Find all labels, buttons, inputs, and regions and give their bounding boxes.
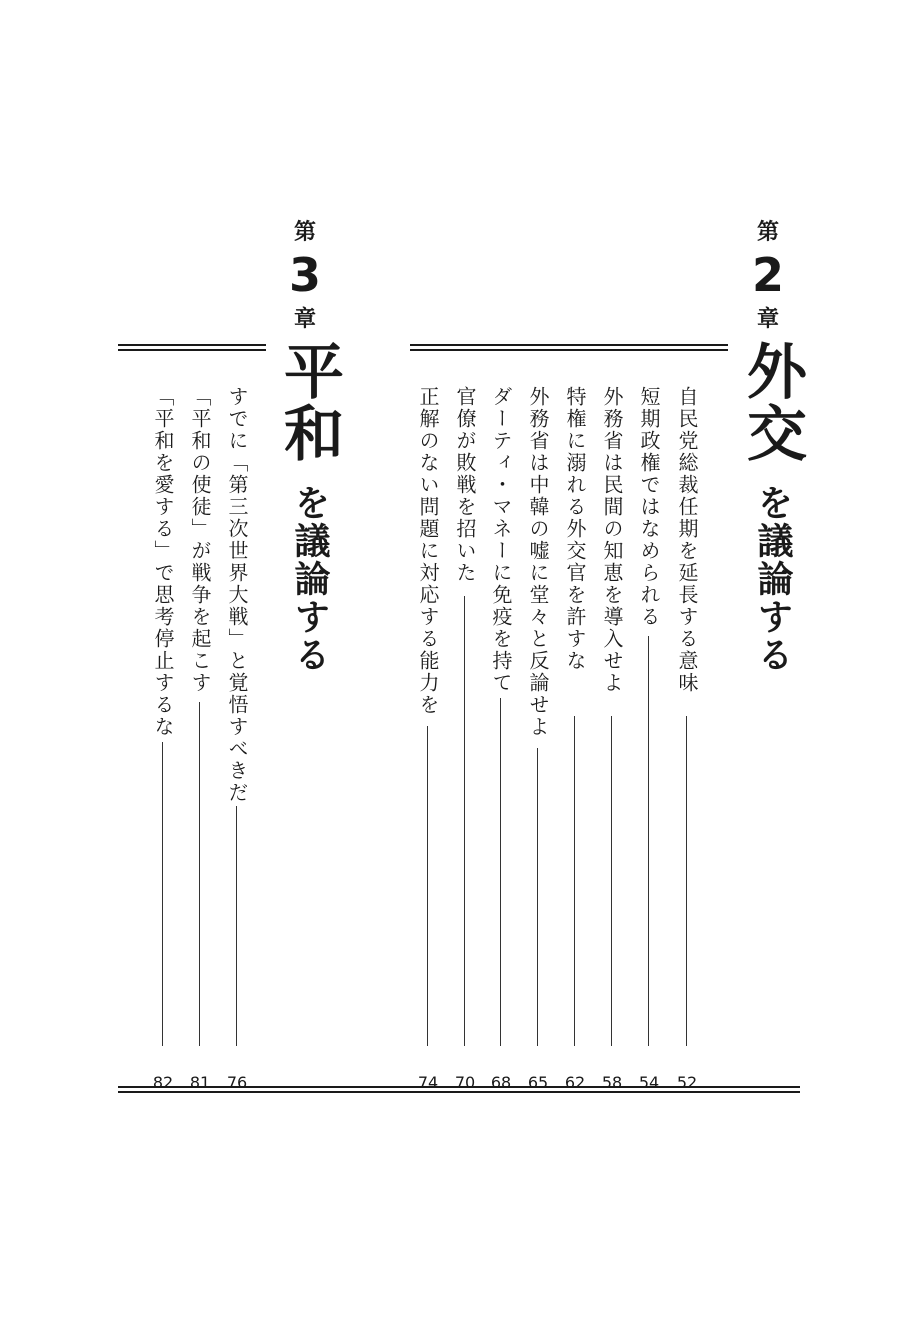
chapter3-dai: 第: [293, 220, 316, 245]
dot-leader: [427, 726, 428, 1046]
entry-title: 特権に溺れる外交官を許すな: [563, 386, 587, 672]
entry-title: 「平和を愛する」で思考停止するな: [151, 386, 175, 738]
chapter2-entry[interactable]: [560, 386, 590, 1092]
entry-page-number: 68: [490, 1073, 512, 1092]
chapter2-label: [728, 215, 808, 333]
chapter3-title-main: 平和: [274, 340, 344, 464]
entry-page-number: 54: [638, 1073, 660, 1092]
entry-page-number: 58: [601, 1073, 623, 1092]
chapter3-sho: 章: [293, 307, 316, 332]
entry-title: 外務省は中韓の嘘に堂々と反論せよ: [526, 386, 550, 738]
chapter3-title-rest: を議論する: [289, 484, 330, 674]
entry-title: すでに「第三次世界大戦」と覚悟すべきだ: [225, 386, 249, 804]
entry-title: ダーティ・マネーに免疫を持て: [489, 386, 513, 694]
dot-leader: [199, 702, 200, 1046]
entry-page-number: 62: [564, 1073, 586, 1092]
chapter2-number: 2: [751, 248, 784, 302]
dot-leader: [648, 636, 649, 1046]
entry-page-number: 70: [454, 1073, 476, 1092]
chapter2-top-rule: [410, 344, 728, 351]
dot-leader: [574, 716, 575, 1046]
entry-page-number: 74: [417, 1073, 439, 1092]
entry-title: 自民党総裁任期を延長する意味: [675, 386, 699, 694]
entry-page-number: 82: [152, 1073, 174, 1092]
entry-title: 正解のない問題に対応する能力を: [416, 386, 440, 716]
dot-leader: [611, 716, 612, 1046]
chapter2-title-rest: を議論する: [752, 484, 793, 674]
chapter3-entry[interactable]: [185, 386, 215, 1092]
entry-title: 外務省は民間の知恵を導入せよ: [600, 386, 624, 694]
dot-leader: [236, 806, 237, 1046]
entry-page-number: 52: [676, 1073, 698, 1092]
dot-leader: [686, 716, 687, 1046]
chapter3-number: 3: [288, 248, 321, 302]
chapter3-title: [265, 340, 345, 674]
entry-page-number: 81: [189, 1073, 211, 1092]
chapter2-entry[interactable]: [413, 386, 443, 1092]
chapter2-entry[interactable]: [597, 386, 627, 1092]
chapter2-title: [728, 340, 808, 674]
entry-page-number: 65: [527, 1073, 549, 1092]
dot-leader: [162, 742, 163, 1046]
chapter2-entry[interactable]: [672, 386, 702, 1092]
entry-title: 官僚が敗戦を招いた: [453, 386, 477, 584]
chapter2-entry[interactable]: [523, 386, 553, 1092]
chapter3-entry[interactable]: [222, 386, 252, 1092]
entry-title: 「平和の使徒」が戦争を起こす: [188, 386, 212, 694]
chapter2-dai: 第: [756, 220, 779, 245]
chapter2-entry[interactable]: [486, 386, 516, 1092]
chapter3-label: [265, 215, 345, 333]
chapter2-entry[interactable]: [450, 386, 480, 1092]
dot-leader: [464, 596, 465, 1046]
chapter2-sho: 章: [756, 307, 779, 332]
entry-page-number: 76: [226, 1073, 248, 1092]
chapter2-title-main: 外交: [737, 340, 807, 464]
entry-title: 短期政権ではなめられる: [637, 386, 661, 628]
dot-leader: [537, 748, 538, 1046]
chapter3-top-rule: [118, 344, 266, 351]
chapter3-entry[interactable]: [148, 386, 178, 1092]
chapter2-entry[interactable]: [634, 386, 664, 1092]
dot-leader: [500, 698, 501, 1046]
